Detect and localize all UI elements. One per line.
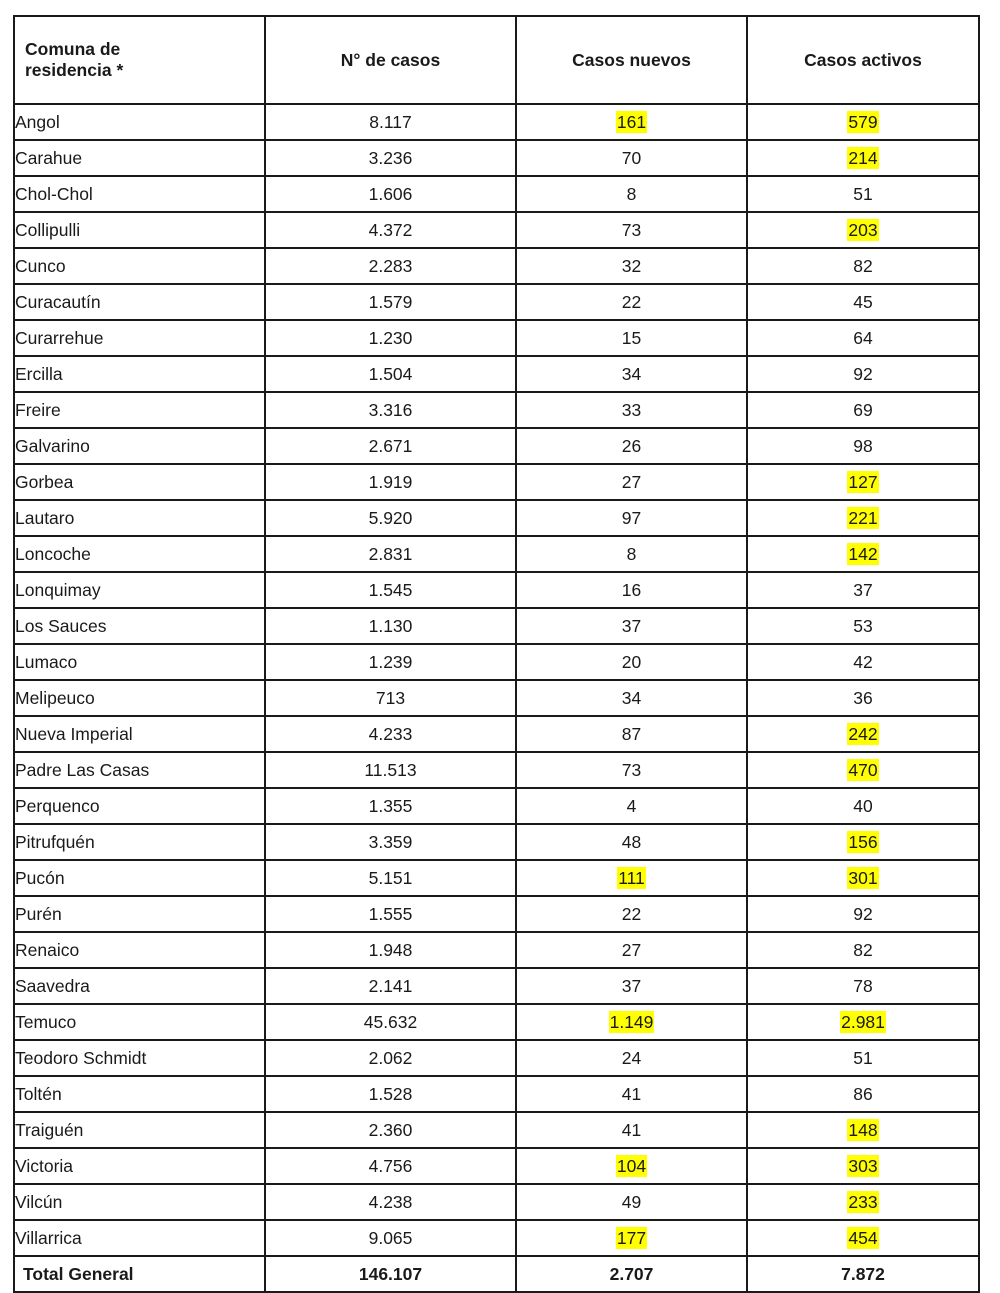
cell-casos-activos: 82 bbox=[747, 932, 979, 968]
highlight-mark: 142 bbox=[848, 543, 878, 564]
cell-comuna: Loncoche bbox=[14, 536, 265, 572]
cell-casos-nuevos: 20 bbox=[516, 644, 747, 680]
cell-casos-nuevos: 24 bbox=[516, 1040, 747, 1076]
cell-casos-activos: 51 bbox=[747, 176, 979, 212]
cell-comuna: Nueva Imperial bbox=[14, 716, 265, 752]
table-row bbox=[14, 572, 979, 608]
cell-total-casos-activos: 7.872 bbox=[747, 1256, 979, 1292]
cell-casos-activos: 40 bbox=[747, 788, 979, 824]
highlight-mark: 301 bbox=[848, 867, 878, 888]
highlight-mark: 221 bbox=[848, 507, 878, 528]
cell-comuna: Carahue bbox=[14, 140, 265, 176]
highlight-mark: 1.149 bbox=[609, 1011, 654, 1032]
highlight-mark: 161 bbox=[616, 111, 647, 132]
table-row bbox=[14, 644, 979, 680]
cell-casos-nuevos: 37 bbox=[516, 968, 747, 1004]
total-row bbox=[14, 1256, 979, 1292]
cell-casos-nuevos: 27 bbox=[516, 932, 747, 968]
cell-casos-nuevos: 8 bbox=[516, 176, 747, 212]
cell-comuna: Padre Las Casas bbox=[14, 752, 265, 788]
cell-casos: 2.831 bbox=[265, 536, 516, 572]
cell-casos: 45.632 bbox=[265, 1004, 516, 1040]
cases-table-container bbox=[13, 15, 978, 1293]
highlight-mark: 148 bbox=[848, 1119, 878, 1140]
column-header-casos: N° de casos bbox=[265, 16, 516, 104]
cell-comuna: Purén bbox=[14, 896, 265, 932]
cell-casos-nuevos: 26 bbox=[516, 428, 747, 464]
cell-casos-activos bbox=[747, 500, 979, 536]
cell-casos-nuevos: 73 bbox=[516, 752, 747, 788]
table-row bbox=[14, 896, 979, 932]
cell-casos-activos: 92 bbox=[747, 356, 979, 392]
cell-casos-activos bbox=[747, 1184, 979, 1220]
table-row bbox=[14, 1112, 979, 1148]
cell-casos-nuevos: 70 bbox=[516, 140, 747, 176]
cell-comuna: Chol-Chol bbox=[14, 176, 265, 212]
cell-casos: 1.948 bbox=[265, 932, 516, 968]
cell-comuna: Ercilla bbox=[14, 356, 265, 392]
cases-by-comuna-table bbox=[13, 15, 980, 1293]
table-row bbox=[14, 212, 979, 248]
cell-comuna: Saavedra bbox=[14, 968, 265, 1004]
table-row bbox=[14, 1148, 979, 1184]
cell-casos-activos: 98 bbox=[747, 428, 979, 464]
cell-casos: 4.756 bbox=[265, 1148, 516, 1184]
highlight-mark: 454 bbox=[848, 1227, 878, 1248]
cell-casos: 2.671 bbox=[265, 428, 516, 464]
highlight-mark: 579 bbox=[848, 111, 878, 132]
column-header-casos-nuevos: Casos nuevos bbox=[516, 16, 747, 104]
cell-casos-activos bbox=[747, 1148, 979, 1184]
cell-casos-nuevos bbox=[516, 1004, 747, 1040]
table-row bbox=[14, 860, 979, 896]
highlight-mark: 303 bbox=[848, 1155, 878, 1176]
cell-casos: 11.513 bbox=[265, 752, 516, 788]
cell-casos-activos: 86 bbox=[747, 1076, 979, 1112]
cell-casos: 1.555 bbox=[265, 896, 516, 932]
cell-casos-activos bbox=[747, 1220, 979, 1256]
table-row bbox=[14, 716, 979, 752]
cell-casos: 3.316 bbox=[265, 392, 516, 428]
cell-casos: 1.528 bbox=[265, 1076, 516, 1112]
table-row bbox=[14, 1004, 979, 1040]
cell-casos-nuevos: 16 bbox=[516, 572, 747, 608]
cell-casos-nuevos: 27 bbox=[516, 464, 747, 500]
cell-comuna: Melipeuco bbox=[14, 680, 265, 716]
cell-comuna: Angol bbox=[14, 104, 265, 140]
highlight-mark: 177 bbox=[616, 1227, 647, 1248]
cell-casos-nuevos: 97 bbox=[516, 500, 747, 536]
table-row bbox=[14, 392, 979, 428]
column-header-casos-activos: Casos activos bbox=[747, 16, 979, 104]
cell-casos-nuevos bbox=[516, 104, 747, 140]
highlight-mark: 111 bbox=[618, 867, 645, 888]
cell-casos-activos bbox=[747, 104, 979, 140]
cell-casos-nuevos: 73 bbox=[516, 212, 747, 248]
cell-casos: 1.239 bbox=[265, 644, 516, 680]
cell-casos-activos: 45 bbox=[747, 284, 979, 320]
cell-comuna: Pucón bbox=[14, 860, 265, 896]
cell-casos: 5.920 bbox=[265, 500, 516, 536]
cell-comuna: Curarrehue bbox=[14, 320, 265, 356]
table-row bbox=[14, 932, 979, 968]
cell-casos-nuevos: 41 bbox=[516, 1076, 747, 1112]
table-row bbox=[14, 320, 979, 356]
cell-casos-nuevos: 4 bbox=[516, 788, 747, 824]
table-row bbox=[14, 824, 979, 860]
table-row bbox=[14, 356, 979, 392]
cell-casos-activos bbox=[747, 1112, 979, 1148]
cell-casos: 4.233 bbox=[265, 716, 516, 752]
cell-casos-activos: 53 bbox=[747, 608, 979, 644]
cell-casos: 1.579 bbox=[265, 284, 516, 320]
cell-comuna: Lonquimay bbox=[14, 572, 265, 608]
cell-comuna: Los Sauces bbox=[14, 608, 265, 644]
highlight-mark: 127 bbox=[848, 471, 878, 492]
cell-casos-nuevos: 33 bbox=[516, 392, 747, 428]
cell-casos-nuevos: 8 bbox=[516, 536, 747, 572]
cell-casos-activos: 42 bbox=[747, 644, 979, 680]
cell-casos-nuevos bbox=[516, 1148, 747, 1184]
cell-casos: 5.151 bbox=[265, 860, 516, 896]
table-row bbox=[14, 1220, 979, 1256]
cell-comuna: Villarrica bbox=[14, 1220, 265, 1256]
cell-casos-activos: 92 bbox=[747, 896, 979, 932]
cell-casos-nuevos: 22 bbox=[516, 284, 747, 320]
cell-comuna: Curacautín bbox=[14, 284, 265, 320]
cell-casos-nuevos: 34 bbox=[516, 356, 747, 392]
table-row bbox=[14, 104, 979, 140]
cell-casos-activos: 82 bbox=[747, 248, 979, 284]
cell-casos: 3.359 bbox=[265, 824, 516, 860]
cell-casos: 1.504 bbox=[265, 356, 516, 392]
cell-comuna: Toltén bbox=[14, 1076, 265, 1112]
cell-casos: 9.065 bbox=[265, 1220, 516, 1256]
cell-casos-nuevos: 22 bbox=[516, 896, 747, 932]
cell-casos-nuevos: 34 bbox=[516, 680, 747, 716]
table-row bbox=[14, 608, 979, 644]
cell-casos-activos: 64 bbox=[747, 320, 979, 356]
highlight-mark: 233 bbox=[848, 1191, 878, 1212]
cell-casos-activos: 36 bbox=[747, 680, 979, 716]
table-row bbox=[14, 536, 979, 572]
column-header-comuna bbox=[14, 16, 265, 104]
table-row bbox=[14, 788, 979, 824]
cell-comuna: Collipulli bbox=[14, 212, 265, 248]
table-row bbox=[14, 284, 979, 320]
cell-casos: 1.355 bbox=[265, 788, 516, 824]
cell-casos: 1.230 bbox=[265, 320, 516, 356]
column-header-comuna-line1: Comuna de bbox=[25, 39, 121, 60]
table-row bbox=[14, 464, 979, 500]
cell-casos-activos bbox=[747, 536, 979, 572]
table-row bbox=[14, 176, 979, 212]
cell-casos: 2.141 bbox=[265, 968, 516, 1004]
cell-casos-activos bbox=[747, 824, 979, 860]
cell-casos-nuevos bbox=[516, 860, 747, 896]
table-row bbox=[14, 1184, 979, 1220]
cell-casos: 1.545 bbox=[265, 572, 516, 608]
cell-comuna: Vilcún bbox=[14, 1184, 265, 1220]
highlight-mark: 2.981 bbox=[841, 1011, 885, 1032]
cell-casos: 2.062 bbox=[265, 1040, 516, 1076]
highlight-mark: 214 bbox=[848, 147, 878, 168]
cell-casos: 4.372 bbox=[265, 212, 516, 248]
cell-casos-activos bbox=[747, 716, 979, 752]
highlight-mark: 242 bbox=[848, 723, 878, 744]
cell-comuna: Pitrufquén bbox=[14, 824, 265, 860]
cell-total-casos: 146.107 bbox=[265, 1256, 516, 1292]
cell-casos: 713 bbox=[265, 680, 516, 716]
highlight-mark: 203 bbox=[848, 219, 878, 240]
cell-casos-activos bbox=[747, 140, 979, 176]
table-row bbox=[14, 248, 979, 284]
cell-comuna: Temuco bbox=[14, 1004, 265, 1040]
table-row bbox=[14, 680, 979, 716]
cell-total-label: Total General bbox=[14, 1256, 265, 1292]
table-row bbox=[14, 140, 979, 176]
cell-comuna: Renaico bbox=[14, 932, 265, 968]
cell-total-casos-nuevos: 2.707 bbox=[516, 1256, 747, 1292]
highlight-mark: 104 bbox=[616, 1155, 647, 1176]
cell-casos: 1.919 bbox=[265, 464, 516, 500]
cell-casos: 8.117 bbox=[265, 104, 516, 140]
table-body bbox=[14, 104, 979, 1292]
cell-casos-activos bbox=[747, 212, 979, 248]
cell-casos-nuevos: 15 bbox=[516, 320, 747, 356]
cell-comuna: Teodoro Schmidt bbox=[14, 1040, 265, 1076]
highlight-mark: 156 bbox=[848, 831, 878, 852]
cell-casos-nuevos: 87 bbox=[516, 716, 747, 752]
table-row bbox=[14, 428, 979, 464]
cell-comuna: Galvarino bbox=[14, 428, 265, 464]
cell-casos-activos bbox=[747, 464, 979, 500]
cell-casos: 4.238 bbox=[265, 1184, 516, 1220]
table-header bbox=[14, 16, 979, 104]
cell-casos: 1.130 bbox=[265, 608, 516, 644]
cell-casos: 2.283 bbox=[265, 248, 516, 284]
cell-casos-nuevos: 49 bbox=[516, 1184, 747, 1220]
cell-casos-nuevos: 32 bbox=[516, 248, 747, 284]
cell-casos-activos bbox=[747, 752, 979, 788]
cell-casos-activos: 78 bbox=[747, 968, 979, 1004]
cell-comuna: Lumaco bbox=[14, 644, 265, 680]
table-row bbox=[14, 1076, 979, 1112]
cell-casos-activos bbox=[747, 860, 979, 896]
table-row bbox=[14, 1040, 979, 1076]
column-header-comuna-line2: residencia * bbox=[25, 60, 124, 80]
cell-comuna: Gorbea bbox=[14, 464, 265, 500]
cell-casos-activos: 69 bbox=[747, 392, 979, 428]
cell-casos-activos: 37 bbox=[747, 572, 979, 608]
cell-casos-nuevos: 48 bbox=[516, 824, 747, 860]
highlight-mark: 470 bbox=[848, 759, 878, 780]
cell-casos-nuevos bbox=[516, 1220, 747, 1256]
cell-casos-nuevos: 37 bbox=[516, 608, 747, 644]
cell-comuna: Perquenco bbox=[14, 788, 265, 824]
cell-casos: 3.236 bbox=[265, 140, 516, 176]
header-row bbox=[14, 16, 979, 104]
table-row bbox=[14, 752, 979, 788]
cell-casos: 2.360 bbox=[265, 1112, 516, 1148]
cell-comuna: Cunco bbox=[14, 248, 265, 284]
cell-casos-nuevos: 41 bbox=[516, 1112, 747, 1148]
cell-casos-activos bbox=[747, 1004, 979, 1040]
cell-comuna: Victoria bbox=[14, 1148, 265, 1184]
cell-comuna: Traiguén bbox=[14, 1112, 265, 1148]
cell-casos-activos: 51 bbox=[747, 1040, 979, 1076]
cell-comuna: Lautaro bbox=[14, 500, 265, 536]
cell-casos: 1.606 bbox=[265, 176, 516, 212]
cell-comuna: Freire bbox=[14, 392, 265, 428]
table-row bbox=[14, 968, 979, 1004]
table-row bbox=[14, 500, 979, 536]
